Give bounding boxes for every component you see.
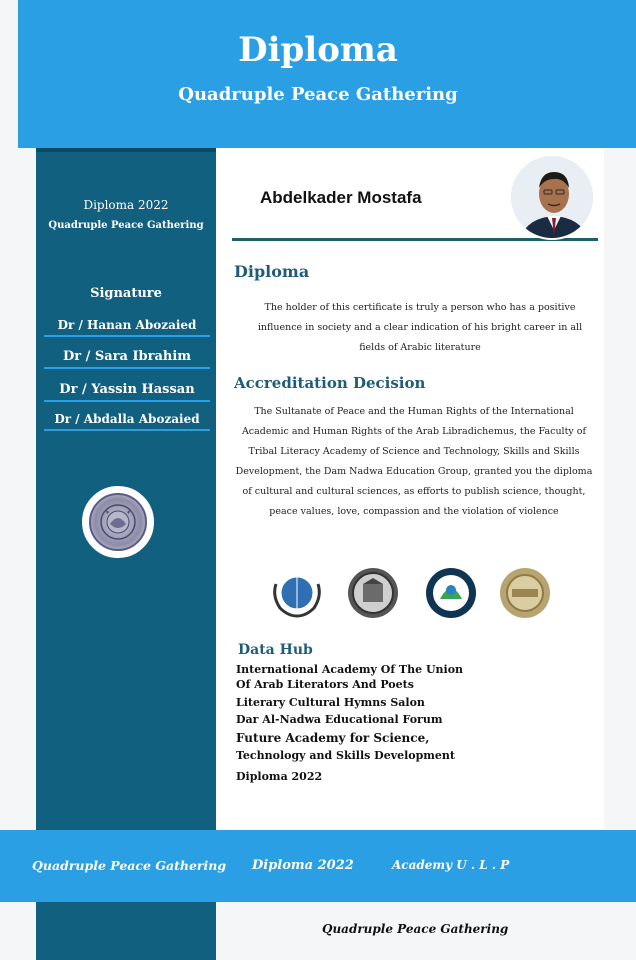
diploma-heading: Diploma [234, 262, 310, 281]
seal-icon [82, 486, 154, 558]
signatory-1: Dr / Hanan Abozaied [44, 318, 210, 337]
data-hub-heading: Data Hub [238, 642, 313, 658]
sidebar-gathering: Quadruple Peace Gathering [48, 220, 204, 231]
page-subtitle: Quadruple Peace Gathering [178, 84, 458, 105]
bottom-banner [0, 830, 636, 902]
un-laurel-logo-icon [270, 566, 324, 620]
page-title: Diploma [238, 30, 398, 70]
partner-logos [266, 566, 566, 622]
academy-seal-logo-icon [346, 566, 400, 620]
seal-art-icon [98, 502, 138, 542]
hub-line-4: Dar Al-Nadwa Educational Forum [236, 713, 443, 726]
person-portrait-icon [511, 156, 595, 240]
accreditation-text: The Sultanate of Peace and the Human Rights of the International Academic and Human Rights of the Arab Libradichemus, the Faculty of Tribal Literacy Academy of Science and Technology, Skills and Skills Development, the Dam Nadwa Education Group, granted you the diploma of cultural and cultural sciences, as efforts to publish science, thought, peace values, love, compassion and the violation of violence [235, 406, 593, 517]
sidebar-diploma-year: Diploma 2022 [83, 198, 169, 212]
hub-line-3: Literary Cultural Hymns Salon [236, 696, 425, 709]
diploma-text: The holder of this certificate is truly a person who has a positive influence in society and a clear indication of his bright career in all fields of Arabic literature [257, 302, 583, 353]
banner-left-margin [0, 0, 18, 148]
sidebar-footer [36, 902, 216, 960]
green-emblem-logo-icon [424, 566, 478, 620]
hub-line-2: Of Arab Literators And Poets [236, 678, 414, 691]
hub-line-5: Future Academy for Science, [236, 731, 430, 745]
bottom-academy: Academy U . L . P [392, 858, 510, 872]
footer-text: Quadruple Peace Gathering [322, 922, 509, 936]
hub-line-6: Technology and Skills Development [236, 749, 456, 762]
signatory-4: Dr / Abdalla Abozaied [44, 412, 210, 431]
bottom-diploma-year: Diploma 2022 [252, 858, 354, 873]
seal-emblem-icon [89, 493, 147, 551]
signature-heading: Signature [90, 286, 162, 301]
recipient-name: Abdelkader Mostafa [260, 188, 422, 207]
certificate-card [216, 148, 604, 832]
sidebar-top-edge [36, 148, 216, 152]
hub-line-1: International Academy Of The Union [236, 663, 464, 676]
bottom-gathering: Quadruple Peace Gathering [32, 858, 227, 873]
gold-medal-logo-icon [498, 566, 552, 620]
top-banner [0, 0, 636, 148]
recipient-photo [509, 154, 595, 240]
signatory-2: Dr / Sara Ibrahim [44, 349, 210, 369]
accreditation-heading: Accreditation Decision [234, 374, 426, 392]
signatory-3: Dr / Yassin Hassan [44, 382, 210, 402]
hub-line-7: Diploma 2022 [236, 770, 323, 783]
